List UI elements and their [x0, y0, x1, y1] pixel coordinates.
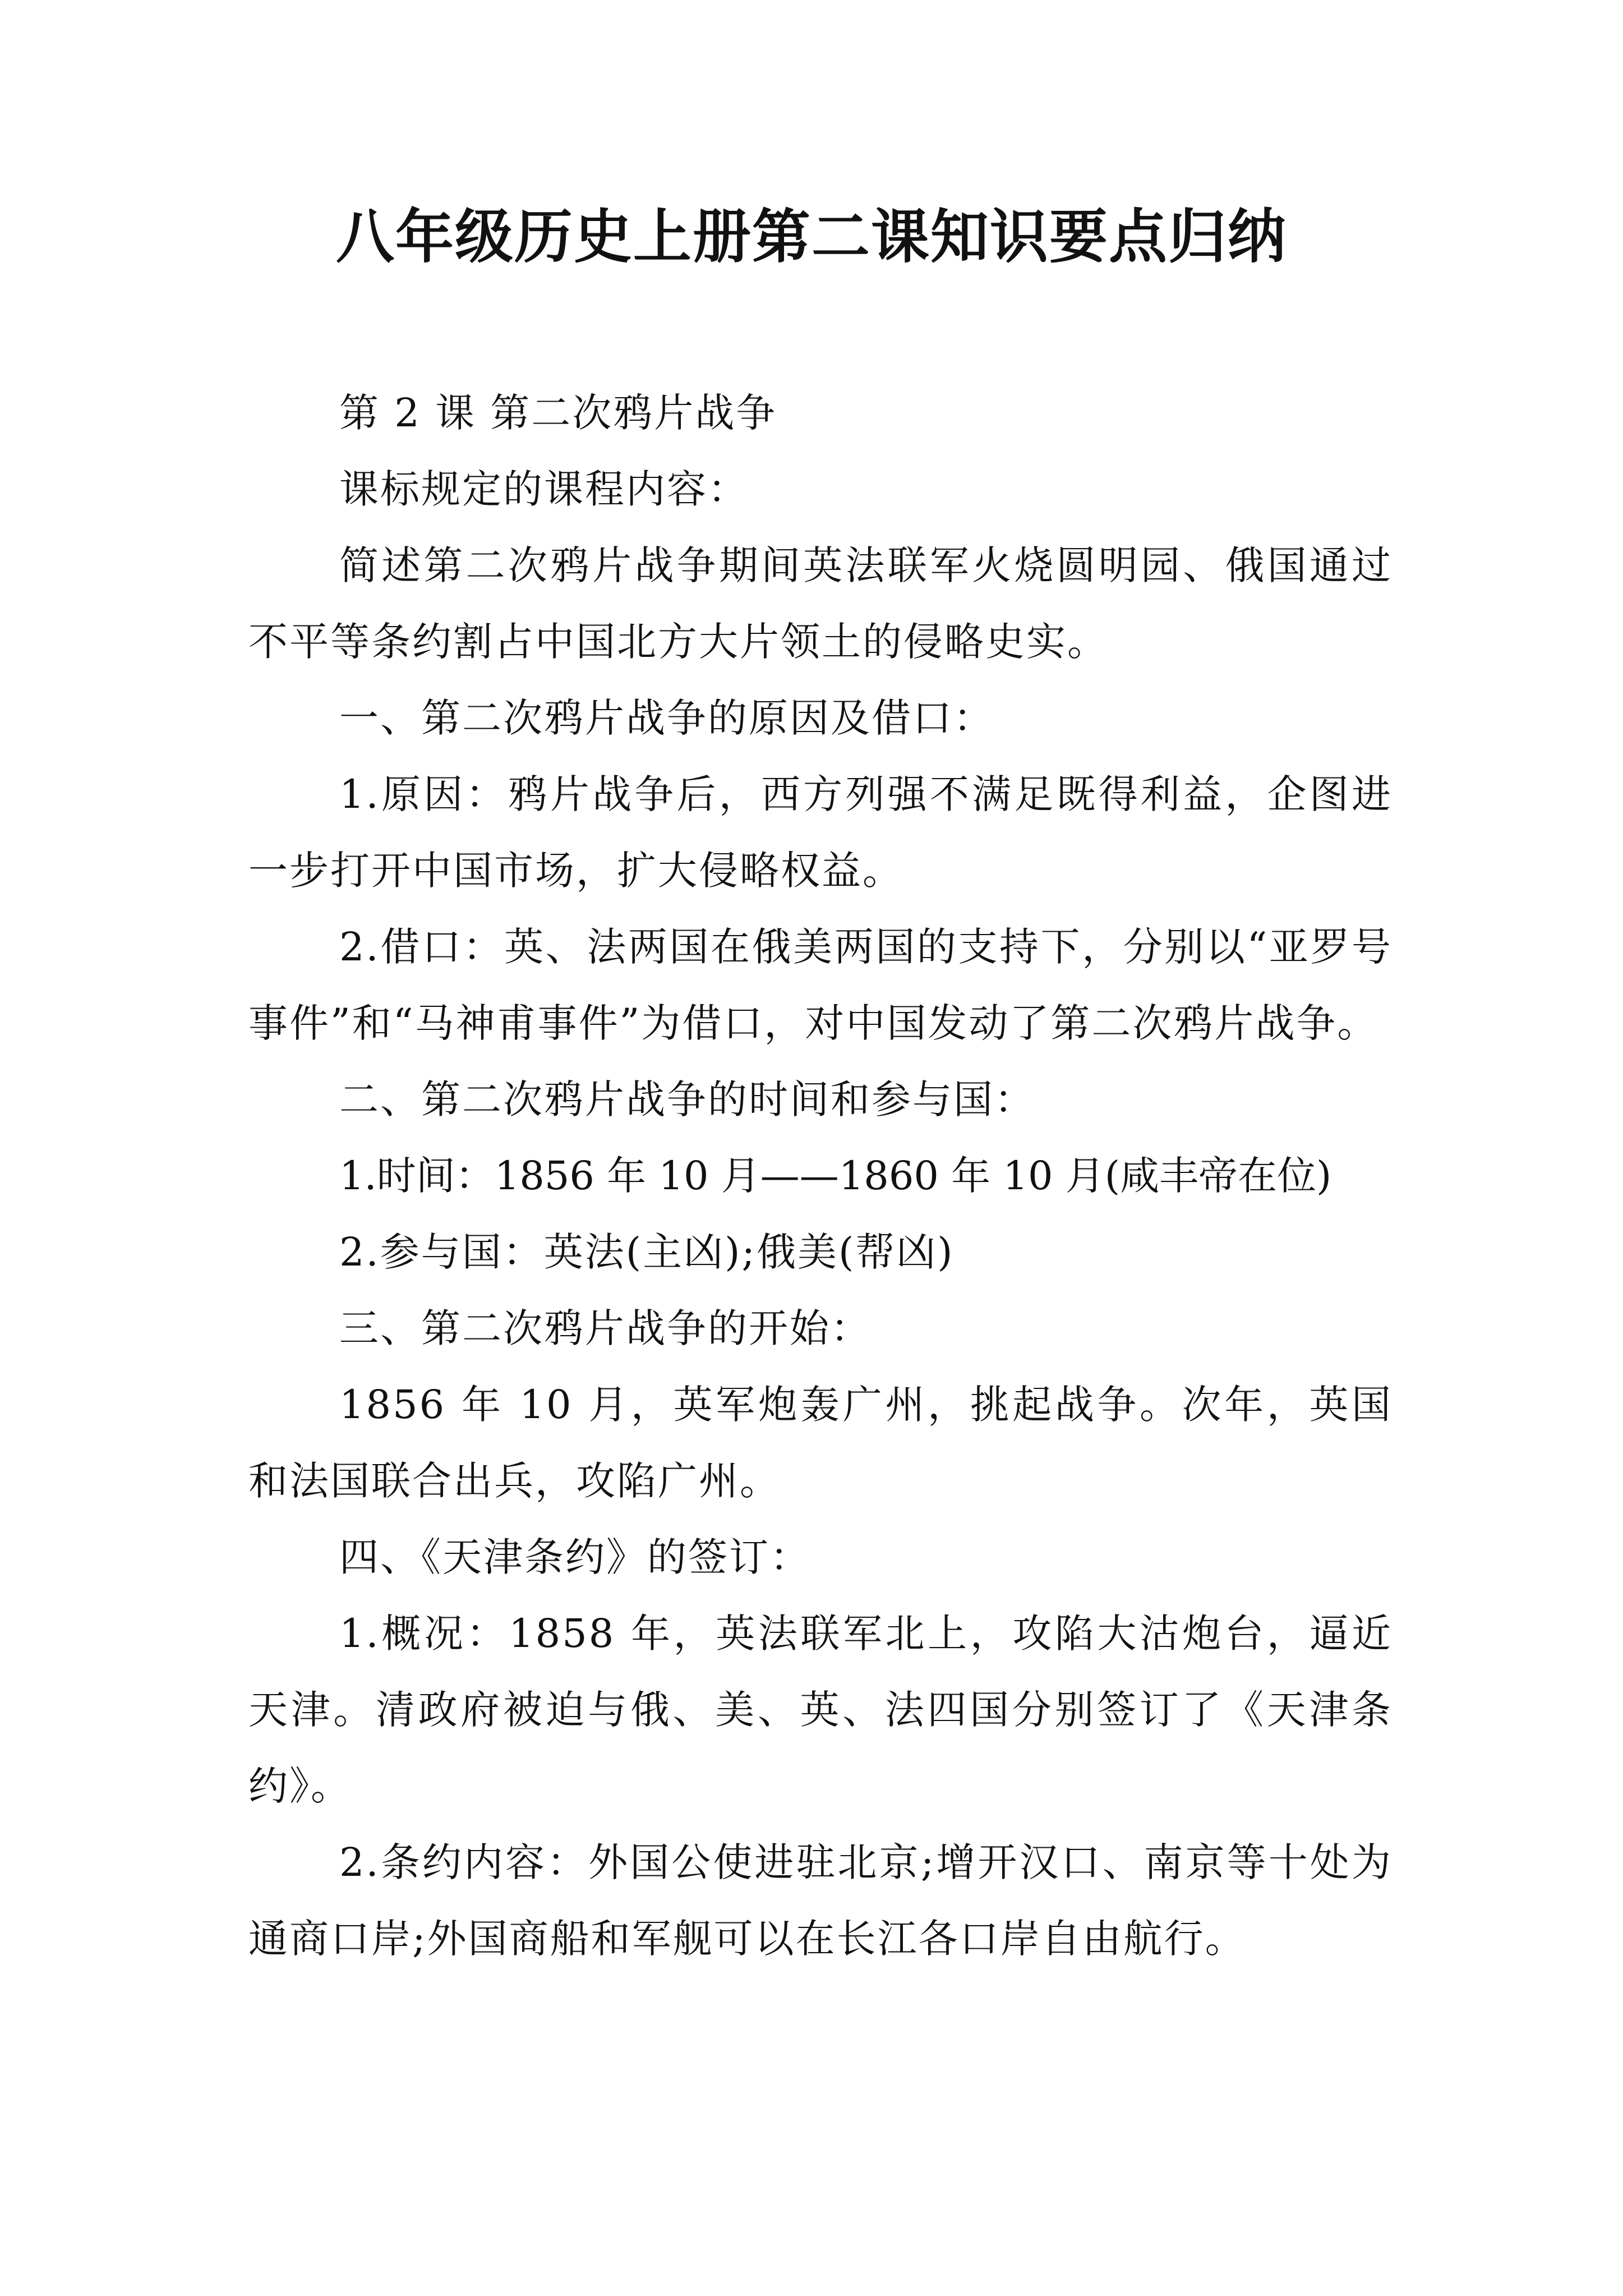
- paragraph-time: 1.时间：1856 年 10 月——1860 年 10 月(咸丰帝在位): [339, 1153, 1332, 1199]
- document-body: [248, 375, 1393, 1977]
- paragraph-start: 1856 年 10 月，英军炮轰广州，挑起战争。次年，英国和法国联合出兵，攻陷广州。: [248, 1382, 1393, 1504]
- section-heading-causes: 一、第二次鸦片战争的原因及借口：: [339, 695, 994, 741]
- curriculum-content: 简述第二次鸦片战争期间英法联军火烧圆明园、俄国通过不平等条约割占中国北方大片领土的侵略史实。: [248, 542, 1393, 665]
- paragraph-treaty-overview: 1.概况：1858 年，英法联军北上，攻陷大沽炮台，逼近天津。清政府被迫与俄、美、英、法四国分别签订了《天津条约》。: [248, 1611, 1393, 1809]
- paragraph-cause: 1.原因：鸦片战争后，西方列强不满足既得利益，企图进一步打开中国市场，扩大侵略权益。: [248, 771, 1393, 894]
- section-heading-treaty: 四、《天津条约》的签订：: [339, 1534, 811, 1580]
- section-heading-time: 二、第二次鸦片战争的时间和参与国：: [339, 1076, 1035, 1122]
- curriculum-label: 课标规定的课程内容：: [339, 466, 749, 512]
- document-title: 八年级历史上册第二课知识要点归纳: [335, 203, 1287, 271]
- section-heading-start: 三、第二次鸦片战争的开始：: [339, 1305, 872, 1351]
- paragraph-participants: 2.参与国：英法(主凶);俄美(帮凶): [339, 1229, 955, 1275]
- paragraph-treaty-content: 2.条约内容：外国公使进驻北京;增开汉口、南京等十处为通商口岸;外国商船和军舰可以在长江各口岸自由航行。: [248, 1839, 1393, 1962]
- paragraph-pretext: 2.借口：英、法两国在俄美两国的支持下，分别以“亚罗号事件”和“马神甫事件”为借口，对中国发动了第二次鸦片战争。: [248, 924, 1393, 1046]
- lesson-heading: 第 2 课 第二次鸦片战争: [339, 390, 777, 436]
